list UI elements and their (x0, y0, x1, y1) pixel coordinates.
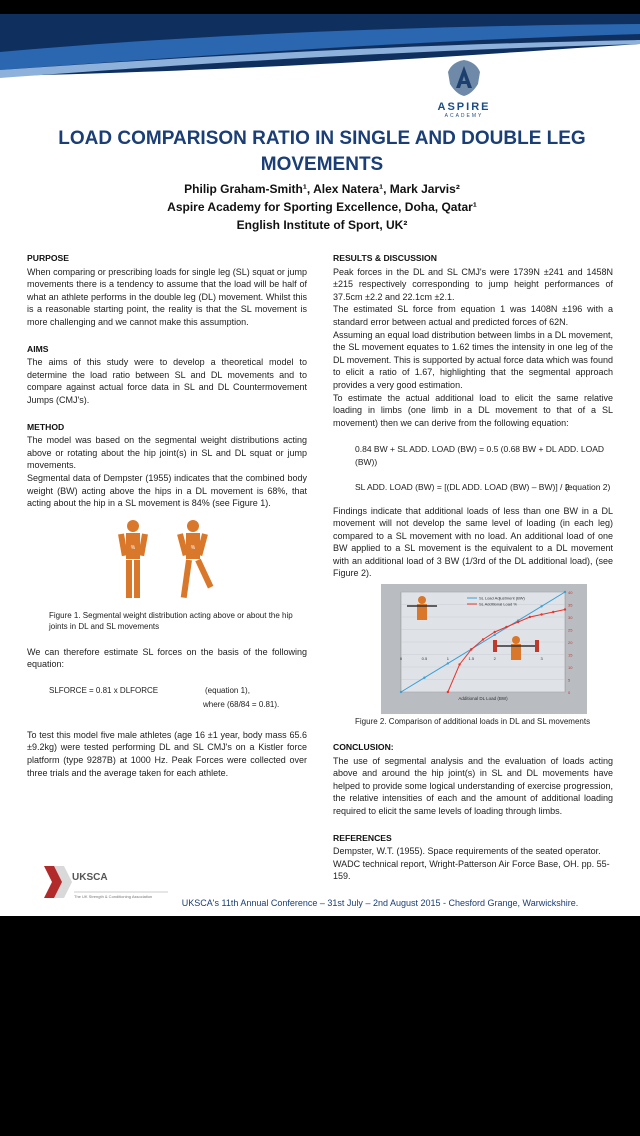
equation-1: SLFORCE = 0.81 x DLFORCE (49, 685, 159, 695)
dl-figure (118, 520, 148, 598)
data-point (540, 613, 542, 615)
x-tick-label: 0 (399, 656, 403, 662)
results-text-3: Assuming an equal load distribution between limbs in a DL movement, the SL movement equates to 1.62 times the intensity in one leg of the DL movement. This is supported by actual force data which was found to elicit a ratio of 1.67, highlighting that the segmental approach provides a very good estimation. (333, 329, 613, 390)
x-tick-label: 3 (540, 656, 543, 662)
legend-label: SL Additional Load % (479, 601, 517, 607)
data-point (447, 662, 449, 664)
conclusion-heading: CONCLUSION: (333, 742, 394, 753)
logo-sub: ACADEMY (444, 113, 484, 119)
sl-figure (177, 520, 213, 598)
method-heading: METHOD (27, 421, 65, 432)
data-point (564, 608, 566, 610)
purpose-heading: PURPOSE (27, 253, 70, 263)
conclusion-text: The use of segmental analysis and the evaluation of loads acting above and around the hip joint(s) in SL and DL movements have helped to provide some logical understanding of exercise progression, the relative intensities of each and the amount of additional loading required to elicit the same levels of loading through limbs. (333, 755, 613, 817)
authors-block (30, 180, 614, 234)
equation-2: SL ADD. LOAD (BW) = [(DL ADD. LOAD (BW) – BW)] / 2 (355, 481, 570, 492)
equation-a: 0.84 BW + SL ADD. LOAD (BW) = 0.5 (0.68 BW + DL ADD. LOAD (BW)) (355, 444, 605, 467)
affiliation-2: English Institute of Sport, UK² (236, 218, 408, 232)
uksca-logo (40, 862, 172, 902)
results-text-2: The estimated SL force from equation 1 was 1408N ±196 with a standard error between actual and predicted forces of 62N. (333, 304, 613, 327)
right-tick-label: 25 (568, 627, 573, 633)
data-point (400, 691, 402, 693)
equation-1-label: (equation 1), (205, 685, 250, 695)
poster-title: LOAD COMPARISON RATIO IN SINGLE AND DOUBLE LEG MOVEMENTS (58, 128, 586, 175)
authors-line: Philip Graham-Smith¹, Alex Natera¹, Mark Jarvis² (184, 182, 460, 196)
results-text-5: Findings indicate that additional loads of less than one BW in a DL movement will not develop the same level of loading (in each leg) compared to a SL movement with no load. An additional load of one BW applied to a SL movement is the equivalent to a DL movement with an additional load of 3 BW (1/3rd of the DL additional load), (see Figure 2). (333, 505, 613, 579)
svg-text:%: % (130, 544, 136, 551)
data-point (470, 648, 472, 650)
right-tick-label: 35 (568, 602, 573, 608)
method-text-4: To test this model five male athletes (age 16 ±1 year, body mass 65.6 ±9.2kg) were tested performing DL and SL CMJ's on a Kistler force platform (type 9287B) at 1000 Hz. Peak Forces were collected over three trials and the average taken for each athlete. (27, 729, 307, 778)
data-point (529, 616, 531, 618)
references-heading: REFERENCES (333, 832, 392, 843)
figure-1-caption: Figure 1. Segmental weight distribution acting above or about the hip joints in DL and SL movements (49, 610, 293, 631)
method-text-3: We can therefore estimate SL forces on the basis of the following equation: (27, 646, 307, 670)
data-point (552, 611, 554, 613)
purpose-text: When comparing or prescribing loads for single leg (SL) squat or jump movements there is a tendency to assume that the load will be half of what an athlete performs in the double leg (DL) movement. Whilst this is a reasonable starting point, the reality is that the SL movement is more challenging and we cannot make this assumption. (27, 266, 307, 327)
data-point (505, 626, 507, 628)
data-point (517, 621, 519, 623)
header-banner (0, 14, 640, 94)
logo-brand: ASPIRE (437, 101, 491, 113)
dl-lifter-head (512, 636, 520, 644)
method-text-1: The model was based on the segmental weight distributions acting above or rotating about the hip joint(s) in SL and DL squat or jump movements. (27, 435, 307, 471)
x-tick-label: 1 (446, 656, 449, 662)
right-tick-label: 5 (568, 677, 571, 683)
right-column (333, 252, 613, 883)
body-segment-figures (27, 518, 307, 606)
aspire-logo (428, 58, 500, 119)
equation-1-row (27, 685, 307, 715)
equation-2-label: (equation 2) (565, 481, 611, 492)
sl-lifter-head (418, 596, 426, 604)
right-tick-label: 30 (568, 615, 573, 621)
uksca-logo-text: UKSCA (72, 872, 108, 883)
x-tick-label: 0.5 (421, 656, 428, 662)
references-text: Dempster, W.T. (1955). Space requirements of the seated operator. WADC technical report, Wright-Patterson Air Force Base, OH. pp. 55-159. (333, 846, 610, 882)
poster (0, 14, 640, 916)
aims-heading: AIMS (27, 343, 49, 354)
data-point (494, 631, 496, 633)
aims-text: The aims of this study were to develop a theoretical model to determine the load ratio between SL and DL movements and to compare against actual force data in SL and DL Countermovement Jumps (CMJ's). (27, 357, 307, 405)
barbell-plate (493, 640, 497, 652)
data-point (540, 605, 542, 607)
right-tick-label: 10 (568, 665, 573, 671)
equation-2-row (333, 481, 613, 495)
right-tick-label: 0 (568, 690, 571, 696)
uksca-logo-sub: The UK Strength & Conditioning Association (74, 894, 153, 899)
results-heading: RESULTS & DISCUSSION (333, 253, 437, 263)
data-point (564, 591, 566, 593)
results-text-4: To estimate the actual additional load to elicit the same relative loading in limbs (one limb in a DL movement to that of a SL movement) then we can derive from the following equation: (333, 392, 613, 428)
figure-1 (27, 518, 307, 606)
data-point (482, 638, 484, 640)
x-tick-label: 1.5 (468, 656, 475, 662)
footer-conference: UKSCA's 11th Annual Conference – 31st July – 2nd August 2015 - Chesford Grange, Warwickshire. (181, 898, 579, 908)
figure-2-caption: Figure 2. Comparison of additional loads in DL and SL movements (355, 717, 591, 727)
x-axis-label: Additional DL Load (BW) (458, 696, 508, 702)
right-tick-label: 40 (568, 590, 573, 596)
legend-label: SL Load Adjustment (BW) (479, 595, 525, 601)
figure-2-chart (381, 584, 587, 714)
right-tick-label: 15 (568, 652, 573, 658)
equation-1-note: where (68/84 = 0.81). (203, 699, 280, 709)
data-point (423, 677, 425, 679)
data-point (494, 634, 496, 636)
right-tick-label: 20 (568, 640, 573, 646)
data-point (447, 691, 449, 693)
method-text-2: Segmental data of Dempster (1955) indicates that the combined body weight (BW) acting above the hips in a DL movement is 68%, that acting about the hip in a SL movement is 84% (see Figure 1). (27, 472, 307, 509)
x-tick-label: 2 (493, 656, 496, 662)
results-text-1: Peak forces in the DL and SL CMJ's were 1739N ±241 and 1458N ±215 respectively corresponding to jump height performances of 37.5cm ±2.2 and 22.1cm ±2.1. (333, 266, 613, 302)
data-point (458, 663, 460, 665)
left-column (27, 252, 307, 779)
barbell-plate (535, 640, 539, 652)
chart-svg (381, 584, 587, 714)
svg-text:%: % (190, 544, 196, 551)
aspire-emblem-icon (444, 58, 484, 98)
affiliation-1: Aspire Academy for Sporting Excellence, Doha, Qatar¹ (167, 200, 477, 214)
